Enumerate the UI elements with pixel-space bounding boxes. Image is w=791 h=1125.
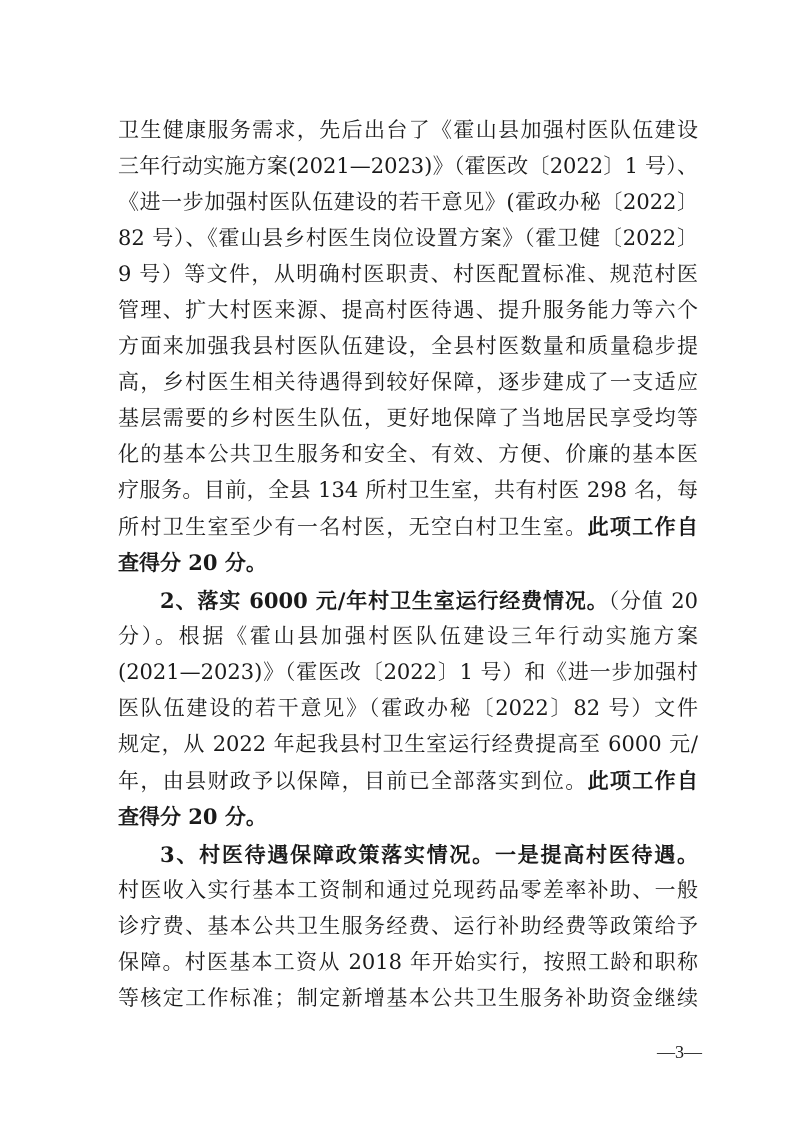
- text-span: 所村卫生室至少有一名村医，无空白村卫生室。: [118, 515, 588, 539]
- text-line: 疗服务。目前，全县 134 所村卫生室，共有村医 298 名，每: [118, 478, 698, 502]
- page-number: —3—: [657, 1042, 702, 1062]
- text-line: 9 号）等文件，从明确村医职责、村医配置标准、规范村医: [118, 262, 698, 286]
- section-heading-line: [160, 586, 698, 615]
- text-line: [118, 512, 698, 541]
- text-line: 三年行动实施方案(2021—2023)》（霍医改〔2022〕1 号）、: [118, 154, 698, 178]
- text-line: 规定，从 2022 年起我县村卫生室运行经费提高至 6000 元/: [118, 732, 698, 756]
- text-line: 保障。村医基本工资从 2018 年开始实行，按照工龄和职称: [118, 950, 698, 974]
- text-line: 高，乡村医生相关待遇得到较好保障，逐步建成了一支适应: [118, 370, 698, 394]
- text-line: 卫生健康服务需求，先后出台了《霍山县加强村医队伍建设: [118, 118, 698, 142]
- text-line: 查得分 20 分。: [118, 550, 267, 575]
- text-line: 《进一步加强村医队伍建设的若干意见》(霍政办秘〔2022〕: [118, 190, 698, 214]
- text-line: 诊疗费、基本公共卫生服务经费、运行补助经费等政策给予: [118, 914, 698, 938]
- text-line: 等核定工作标准；制定新增基本公共卫生服务补助资金继续: [118, 986, 698, 1010]
- text-span: （分值 20: [608, 589, 698, 613]
- text-line: 医队伍建设的若干意见》（霍政办秘〔2022〕82 号）文件: [118, 696, 698, 720]
- text-line: 化的基本公共卫生服务和安全、有效、方便、价廉的基本医: [118, 442, 698, 466]
- text-line: 管理、扩大村医来源、提高村医待遇、提升服务能力等六个: [118, 298, 698, 322]
- section-heading: 3、村医待遇保障政策落实情况。一是提高村医待遇。: [160, 842, 698, 867]
- text-line: 查得分 20 分。: [118, 804, 267, 829]
- section-heading: 2、落实 6000 元/年村卫生室运行经费情况。: [160, 588, 609, 613]
- text-line: 82 号）、《霍山县乡村医生岗位设置方案》（霍卫健〔2022〕: [118, 226, 698, 250]
- text-line: (2021—2023)》（霍医改〔2022〕1 号）和《进一步加强村: [118, 660, 698, 684]
- text-span: 年，由县财政予以保障，目前已全部落实到位。: [118, 769, 588, 793]
- text-line: 方面来加强我县村医队伍建设，全县村医数量和质量稳步提: [118, 334, 698, 358]
- text-line: [118, 766, 698, 795]
- text-line: 分）。根据《霍山县加强村医队伍建设三年行动实施方案: [118, 624, 698, 648]
- bold-text-span: 此项工作自: [587, 514, 698, 539]
- text-line: 村医收入实行基本工资制和通过兑现药品零差率补助、一般: [118, 878, 698, 902]
- text-line: 基层需要的乡村医生队伍，更好地保障了当地居民享受均等: [118, 406, 698, 430]
- bold-text-span: 此项工作自: [587, 768, 698, 793]
